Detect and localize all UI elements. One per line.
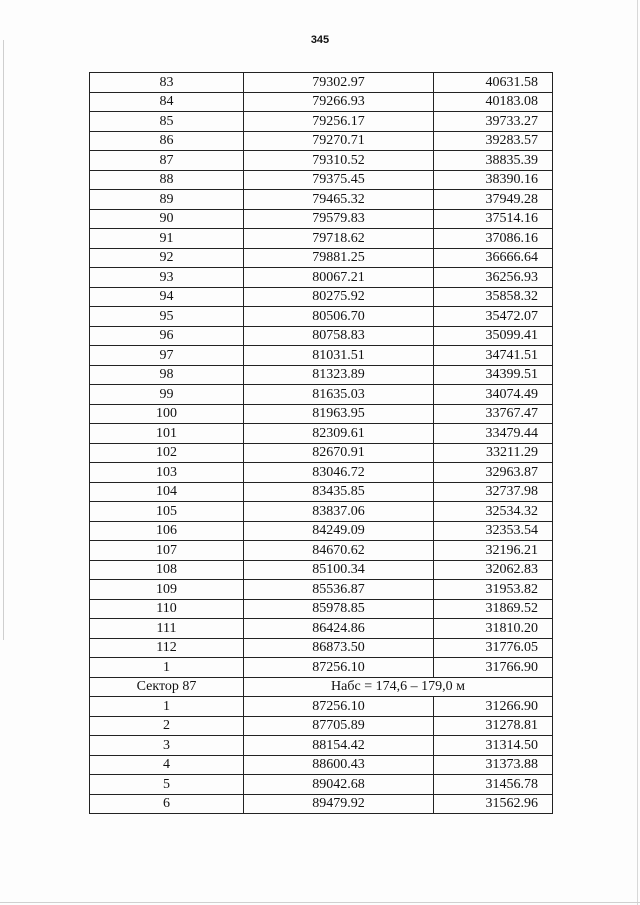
- coordinates-table: [89, 72, 553, 814]
- x-coordinate-cell: 87256.10: [244, 697, 434, 717]
- x-coordinate-cell: 79270.71: [244, 131, 434, 151]
- x-coordinate-cell: 79718.62: [244, 229, 434, 249]
- table-row: [90, 541, 553, 561]
- point-number-cell: 98: [90, 365, 244, 385]
- point-number-cell: 88: [90, 170, 244, 190]
- table-row: [90, 248, 553, 268]
- x-coordinate-cell: 79310.52: [244, 151, 434, 171]
- table-row: [90, 755, 553, 775]
- y-coordinate-cell: 32353.54: [434, 521, 553, 541]
- x-coordinate-cell: 79375.45: [244, 170, 434, 190]
- table-row: [90, 346, 553, 366]
- y-coordinate-cell: 31869.52: [434, 599, 553, 619]
- y-coordinate-cell: 33211.29: [434, 443, 553, 463]
- table-row: [90, 287, 553, 307]
- point-number-cell: 84: [90, 92, 244, 112]
- table-row: [90, 443, 553, 463]
- y-coordinate-cell: 31953.82: [434, 580, 553, 600]
- y-coordinate-cell: 37949.28: [434, 190, 553, 210]
- x-coordinate-cell: 89042.68: [244, 775, 434, 795]
- table-row: [90, 73, 553, 93]
- x-coordinate-cell: 79266.93: [244, 92, 434, 112]
- y-coordinate-cell: 31456.78: [434, 775, 553, 795]
- point-number-cell: 6: [90, 794, 244, 814]
- point-number-cell: 92: [90, 248, 244, 268]
- point-number-cell: 102: [90, 443, 244, 463]
- table-row: [90, 463, 553, 483]
- table-row: [90, 170, 553, 190]
- coordinates-table-body-b: [90, 697, 553, 814]
- point-number-cell: 4: [90, 755, 244, 775]
- point-number-cell: 110: [90, 599, 244, 619]
- y-coordinate-cell: 37514.16: [434, 209, 553, 229]
- table-row: [90, 307, 553, 327]
- point-number-cell: 89: [90, 190, 244, 210]
- x-coordinate-cell: 84249.09: [244, 521, 434, 541]
- table-row: [90, 521, 553, 541]
- point-number-cell: 111: [90, 619, 244, 639]
- point-number-cell: 5: [90, 775, 244, 795]
- x-coordinate-cell: 80067.21: [244, 268, 434, 288]
- table-row: [90, 599, 553, 619]
- x-coordinate-cell: 86873.50: [244, 638, 434, 658]
- point-number-cell: 97: [90, 346, 244, 366]
- y-coordinate-cell: 35099.41: [434, 326, 553, 346]
- x-coordinate-cell: 81963.95: [244, 404, 434, 424]
- x-coordinate-cell: 79302.97: [244, 73, 434, 93]
- y-coordinate-cell: 31278.81: [434, 716, 553, 736]
- point-number-cell: 3: [90, 736, 244, 756]
- y-coordinate-cell: 38835.39: [434, 151, 553, 171]
- y-coordinate-cell: 31562.96: [434, 794, 553, 814]
- y-coordinate-cell: 32062.83: [434, 560, 553, 580]
- x-coordinate-cell: 81635.03: [244, 385, 434, 405]
- x-coordinate-cell: 88154.42: [244, 736, 434, 756]
- table-row: [90, 502, 553, 522]
- table-row: [90, 151, 553, 171]
- point-number-cell: 109: [90, 580, 244, 600]
- x-coordinate-cell: 79579.83: [244, 209, 434, 229]
- y-coordinate-cell: 32196.21: [434, 541, 553, 561]
- table-row: [90, 560, 553, 580]
- point-number-cell: 93: [90, 268, 244, 288]
- point-number-cell: 94: [90, 287, 244, 307]
- table-row: [90, 209, 553, 229]
- y-coordinate-cell: 33479.44: [434, 424, 553, 444]
- x-coordinate-cell: 81323.89: [244, 365, 434, 385]
- y-coordinate-cell: 38390.16: [434, 170, 553, 190]
- x-coordinate-cell: 80506.70: [244, 307, 434, 327]
- table-row: [90, 638, 553, 658]
- point-number-cell: 103: [90, 463, 244, 483]
- x-coordinate-cell: 79465.32: [244, 190, 434, 210]
- point-number-cell: 85: [90, 112, 244, 132]
- y-coordinate-cell: 37086.16: [434, 229, 553, 249]
- y-coordinate-cell: 34741.51: [434, 346, 553, 366]
- table-row: [90, 794, 553, 814]
- x-coordinate-cell: 89479.92: [244, 794, 434, 814]
- point-number-cell: 100: [90, 404, 244, 424]
- scan-edge-left: [3, 40, 4, 640]
- point-number-cell: 1: [90, 697, 244, 717]
- x-coordinate-cell: 83837.06: [244, 502, 434, 522]
- y-coordinate-cell: 33767.47: [434, 404, 553, 424]
- table-row: [90, 385, 553, 405]
- y-coordinate-cell: 32534.32: [434, 502, 553, 522]
- y-coordinate-cell: 39733.27: [434, 112, 553, 132]
- point-number-cell: 99: [90, 385, 244, 405]
- table-row: [90, 268, 553, 288]
- table-row: [90, 326, 553, 346]
- point-number-cell: 83: [90, 73, 244, 93]
- x-coordinate-cell: 85536.87: [244, 580, 434, 600]
- table-row: [90, 619, 553, 639]
- sector-header: [90, 677, 553, 697]
- y-coordinate-cell: 31314.50: [434, 736, 553, 756]
- sector-height-range: Набс = 174,6 – 179,0 м: [244, 677, 553, 697]
- table-row: [90, 112, 553, 132]
- point-number-cell: 106: [90, 521, 244, 541]
- table-row: [90, 736, 553, 756]
- y-coordinate-cell: 31373.88: [434, 755, 553, 775]
- x-coordinate-cell: 79256.17: [244, 112, 434, 132]
- x-coordinate-cell: 80758.83: [244, 326, 434, 346]
- point-number-cell: 105: [90, 502, 244, 522]
- table-row: [90, 482, 553, 502]
- y-coordinate-cell: 40183.08: [434, 92, 553, 112]
- point-number-cell: 112: [90, 638, 244, 658]
- point-number-cell: 101: [90, 424, 244, 444]
- y-coordinate-cell: 34074.49: [434, 385, 553, 405]
- x-coordinate-cell: 87705.89: [244, 716, 434, 736]
- y-coordinate-cell: 31776.05: [434, 638, 553, 658]
- table-row: [90, 775, 553, 795]
- y-coordinate-cell: 32737.98: [434, 482, 553, 502]
- table-row: [90, 424, 553, 444]
- y-coordinate-cell: 39283.57: [434, 131, 553, 151]
- point-number-cell: 108: [90, 560, 244, 580]
- page-number: 345: [310, 34, 330, 46]
- x-coordinate-cell: 82670.91: [244, 443, 434, 463]
- y-coordinate-cell: 35472.07: [434, 307, 553, 327]
- table-row: [90, 658, 553, 678]
- point-number-cell: 107: [90, 541, 244, 561]
- table-row: [90, 131, 553, 151]
- y-coordinate-cell: 31766.90: [434, 658, 553, 678]
- x-coordinate-cell: 85978.85: [244, 599, 434, 619]
- table-row: [90, 697, 553, 717]
- x-coordinate-cell: 88600.43: [244, 755, 434, 775]
- x-coordinate-cell: 81031.51: [244, 346, 434, 366]
- point-number-cell: 90: [90, 209, 244, 229]
- coordinates-table-body-a: [90, 73, 553, 678]
- point-number-cell: 96: [90, 326, 244, 346]
- y-coordinate-cell: 34399.51: [434, 365, 553, 385]
- point-number-cell: 104: [90, 482, 244, 502]
- x-coordinate-cell: 84670.62: [244, 541, 434, 561]
- x-coordinate-cell: 83046.72: [244, 463, 434, 483]
- table-row: [90, 716, 553, 736]
- scan-edge-bottom: [0, 902, 640, 903]
- y-coordinate-cell: 36666.64: [434, 248, 553, 268]
- y-coordinate-cell: 40631.58: [434, 73, 553, 93]
- point-number-cell: 2: [90, 716, 244, 736]
- y-coordinate-cell: 35858.32: [434, 287, 553, 307]
- table-row: [90, 190, 553, 210]
- sector-label: Сектор 87: [90, 677, 244, 697]
- x-coordinate-cell: 83435.85: [244, 482, 434, 502]
- point-number-cell: 95: [90, 307, 244, 327]
- x-coordinate-cell: 86424.86: [244, 619, 434, 639]
- table-row: [90, 365, 553, 385]
- x-coordinate-cell: 82309.61: [244, 424, 434, 444]
- point-number-cell: 86: [90, 131, 244, 151]
- x-coordinate-cell: 87256.10: [244, 658, 434, 678]
- x-coordinate-cell: 80275.92: [244, 287, 434, 307]
- table-row: [90, 404, 553, 424]
- x-coordinate-cell: 85100.34: [244, 560, 434, 580]
- y-coordinate-cell: 31266.90: [434, 697, 553, 717]
- y-coordinate-cell: 32963.87: [434, 463, 553, 483]
- x-coordinate-cell: 79881.25: [244, 248, 434, 268]
- point-number-cell: 87: [90, 151, 244, 171]
- point-number-cell: 91: [90, 229, 244, 249]
- y-coordinate-cell: 31810.20: [434, 619, 553, 639]
- table-row: [90, 92, 553, 112]
- y-coordinate-cell: 36256.93: [434, 268, 553, 288]
- sector-header-row: [90, 677, 553, 697]
- table-row: [90, 580, 553, 600]
- table-row: [90, 229, 553, 249]
- point-number-cell: 1: [90, 658, 244, 678]
- scan-edge-right: [637, 0, 638, 905]
